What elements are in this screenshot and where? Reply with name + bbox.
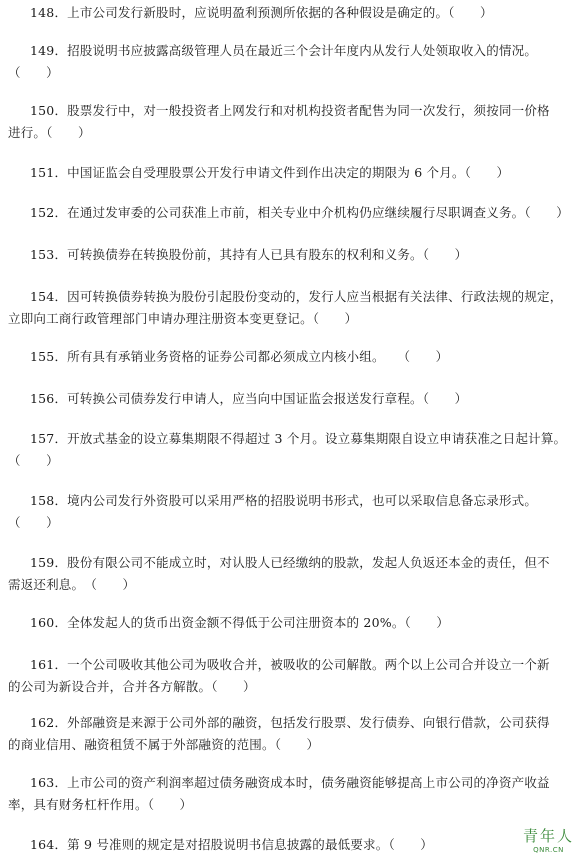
question-text: 162．外部融资是来源于公司外部的融资，包括发行股票、发行债券、向银行借款，公司获得 bbox=[30, 715, 550, 730]
watermark-logo bbox=[523, 825, 574, 854]
question-153 bbox=[8, 244, 572, 266]
question-163 bbox=[8, 772, 572, 816]
question-text: 155．所有具有承销业务资格的证券公司都必须成立内核小组。 （ ） bbox=[30, 349, 449, 364]
question-155 bbox=[8, 346, 572, 368]
watermark-domain: QNR.CN bbox=[533, 846, 564, 854]
question-160 bbox=[8, 612, 572, 634]
question-text-cont: 率，具有财务杠杆作用。（ ） bbox=[8, 797, 193, 812]
question-152 bbox=[8, 202, 572, 224]
question-text-cont: 的商业信用、融资租赁不属于外部融资的范围。（ ） bbox=[8, 737, 320, 752]
question-text: 150．股票发行中，对一般投资者上网发行和对机构投资者配售为同一次发行，须按同一价格 bbox=[30, 103, 550, 118]
question-text: 160．全体发起人的货币出资金额不得低于公司注册资本的 20%。（ ） bbox=[30, 615, 450, 630]
question-text-cont: （ ） bbox=[8, 65, 59, 80]
question-162 bbox=[8, 712, 572, 756]
question-text: 152．在通过发审委的公司获准上市前，相关专业中介机构仍应继续履行尽职调查义务。（ ） bbox=[30, 205, 569, 220]
question-157 bbox=[8, 428, 572, 472]
question-text-cont: （ ） bbox=[8, 453, 59, 468]
question-text-cont: 的公司为新设合并，合并各方解散。（ ） bbox=[8, 679, 256, 694]
question-148 bbox=[8, 2, 572, 24]
watermark-text: 青年人 bbox=[522, 827, 574, 845]
question-text: 156．可转换公司债券发行申请人，应当向中国证监会报送发行章程。（ ） bbox=[30, 391, 468, 406]
question-text: 148．上市公司发行新股时，应说明盈利预测所依据的各种假设是确定的。（ ） bbox=[30, 5, 493, 20]
question-text: 149．招股说明书应披露高级管理人员在最近三个会计年度内从发行人处领取收入的情况。 bbox=[30, 43, 538, 58]
question-164 bbox=[8, 834, 572, 856]
question-text: 154．因可转换债券转换为股份引起股份变动的，发行人应当根据有关法律、行政法规的规定， bbox=[30, 289, 563, 304]
question-text: 161．一个公司吸收其他公司为吸收合并，被吸收的公司解散。两个以上公司合并设立一个新 bbox=[30, 657, 550, 672]
question-text-cont: 需返还利息。 （ ） bbox=[8, 577, 136, 592]
question-text: 158．境内公司发行外资股可以采用严格的招股说明书形式，也可以采取信息备忘录形式。 bbox=[30, 493, 538, 508]
question-text: 159．股份有限公司不能成立时，对认股人已经缴纳的股款，发起人负返还本金的责任，但不 bbox=[30, 555, 550, 570]
question-154 bbox=[8, 286, 572, 330]
question-151 bbox=[8, 162, 572, 184]
question-156 bbox=[8, 388, 572, 410]
question-150 bbox=[8, 100, 572, 144]
question-161 bbox=[8, 654, 572, 698]
question-text-cont: （ ） bbox=[8, 515, 59, 530]
question-text: 151．中国证监会自受理股票公开发行申请文件到作出决定的期限为 6 个月。（ ） bbox=[30, 165, 510, 180]
question-149 bbox=[8, 40, 572, 84]
question-text: 164．第 9 号准则的规定是对招股说明书信息披露的最低要求。（ ） bbox=[30, 837, 434, 852]
question-text-cont: 立即向工商行政管理部门申请办理注册资本变更登记。（ ） bbox=[8, 311, 358, 326]
question-text: 157．开放式基金的设立募集期限不得超过 3 个月。设立募集期限自设立申请获准之日起计算。 bbox=[30, 431, 567, 446]
question-text: 153．可转换债券在转换股份前，其持有人已具有股东的权利和义务。（ ） bbox=[30, 247, 468, 262]
question-text: 163．上市公司的资产利润率超过债务融资成本时，债务融资能够提高上市公司的净资产收益 bbox=[30, 775, 550, 790]
question-158 bbox=[8, 490, 572, 534]
question-159 bbox=[8, 552, 572, 596]
question-text-cont: 进行。（ ） bbox=[8, 125, 91, 140]
